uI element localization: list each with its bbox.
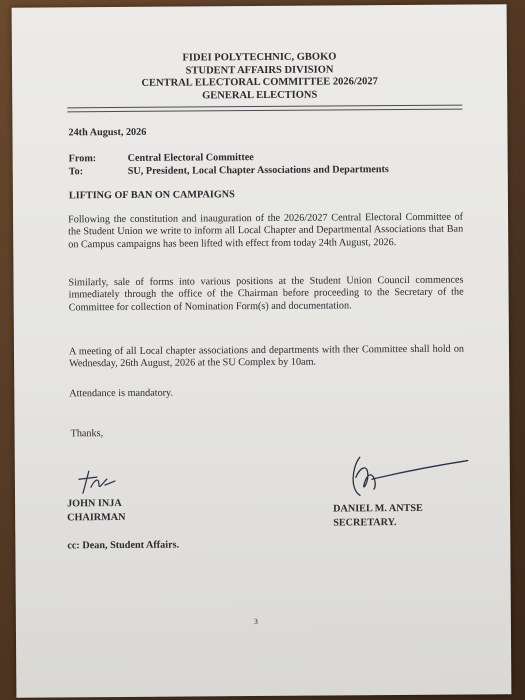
letterhead xyxy=(12,50,507,103)
cc-line: cc: Dean, Student Affairs. xyxy=(67,539,180,552)
subject-heading: LIFTING OF BAN ON CAMPAIGNS xyxy=(68,189,235,202)
secretary-signature xyxy=(338,448,478,504)
chairman-title: CHAIRMAN xyxy=(67,511,126,524)
closing-remark: Thanks, xyxy=(70,428,104,440)
letter-date: 24th August, 2026 xyxy=(68,126,147,139)
header-divider-bottom xyxy=(67,109,462,113)
chairman-signature xyxy=(75,465,125,497)
from-value: Central Electoral Committee xyxy=(127,152,254,164)
letter-page xyxy=(12,4,512,697)
body-paragraph-2: Similarly, sale of forms into various positions at the Student Union Council commences immediately through the office of the Chairman before proceeding to the Secretary of the Committee for collection of Nomination Form(s) and documentation. xyxy=(68,274,464,313)
secretary-title: SECRETARY. xyxy=(333,517,397,529)
letterhead-elections: GENERAL ELECTIONS xyxy=(202,89,318,101)
header-divider-top xyxy=(67,105,462,109)
to-label: To: xyxy=(68,166,84,178)
chairman-name: JOHN INJA xyxy=(67,497,122,510)
letterhead-division: STUDENT AFFAIRS DIVISION xyxy=(185,63,334,77)
page-number: 3 xyxy=(253,617,258,627)
to-value: SU, President, Local Chapter Associations and Departments xyxy=(127,164,389,177)
secretary-name: DANIEL M. ANTSE xyxy=(333,502,423,515)
body-paragraph-3: A meeting of all Local chapter associations and departments with ther Committee shall hold on Wednesday, 26th August, 2026 at the SU Complex by 10am. xyxy=(68,343,465,370)
letterhead-institution: FIDEI POLYTECHNIC, GBOKO xyxy=(182,51,337,64)
body-paragraph-4: Attendance is mandatory. xyxy=(69,387,174,400)
from-label: From: xyxy=(68,153,97,165)
body-paragraph-1: Following the constitution and inauguration of the 2026/2027 Central Electoral Committee of the Student Union we write to inform all Local Chapter and Departmental Associations that Ban on Campus campaigns has been lifted with effect from today 24th August, 2026. xyxy=(68,211,464,250)
letterhead-committee: CENTRAL ELECTORAL COMMITTEE 2026/2027 xyxy=(141,76,378,89)
